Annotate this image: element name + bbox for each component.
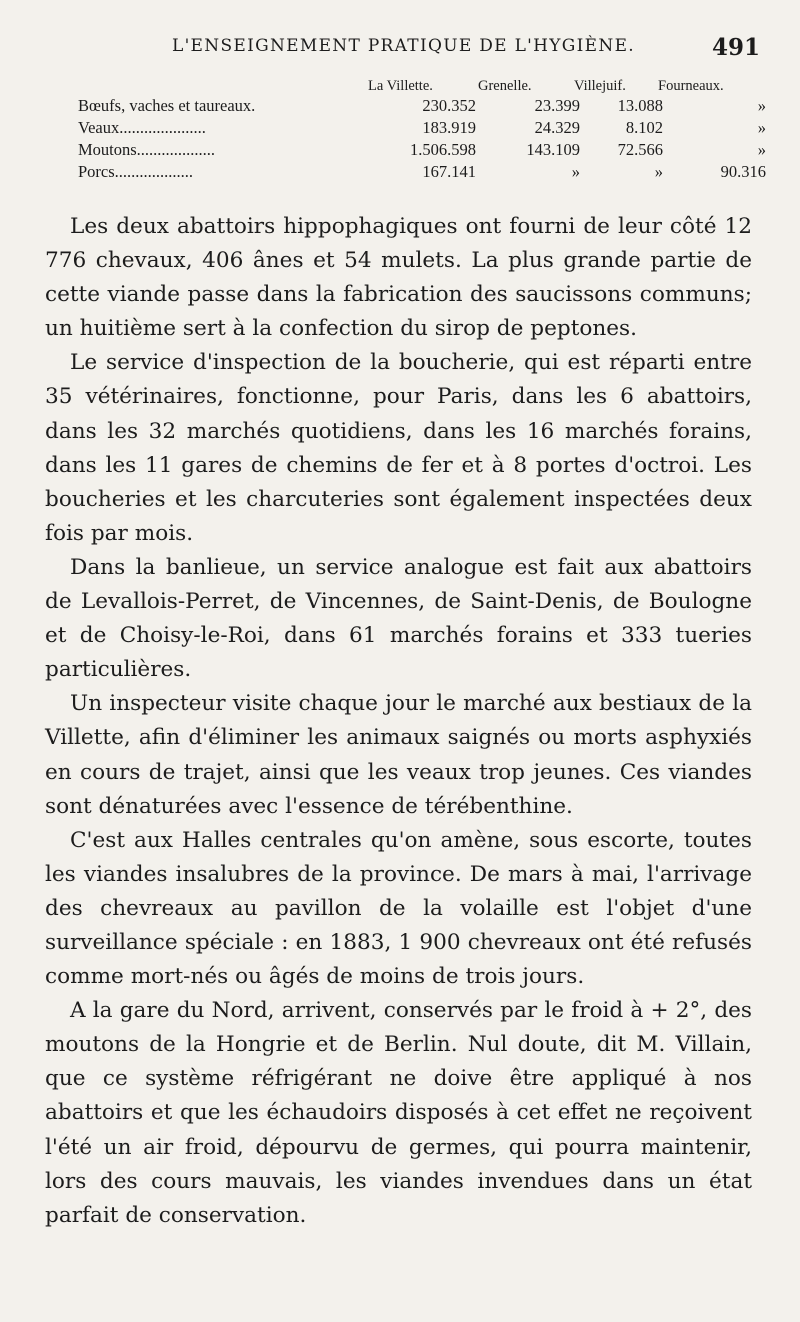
paragraph-banlieue-service: Dans la banlieue, un service analogue est fait aux abattoirs de Levallois-Perret, de Vincennes, de Saint-Denis, de Boulogne et de Choisy-le-Roi, dans 61 marchés forains et 333 tueries particulières. bbox=[45, 554, 752, 683]
table-cell: 167.141 bbox=[422, 162, 476, 181]
table-row bbox=[78, 96, 768, 118]
page-header bbox=[150, 34, 760, 64]
table-row bbox=[78, 162, 768, 184]
table-cell: » bbox=[757, 96, 766, 115]
table-cell: 8.102 bbox=[625, 118, 663, 137]
column-header-grenelle: Grenelle. bbox=[478, 78, 532, 94]
table-cell: » bbox=[757, 140, 766, 159]
body-text bbox=[45, 210, 752, 1233]
page-number: 491 bbox=[711, 34, 760, 61]
row-label: Bœufs, vaches et taureaux. bbox=[78, 96, 256, 115]
table-cell: 13.088 bbox=[617, 96, 663, 115]
table-cell: 183.919 bbox=[422, 118, 476, 137]
table-cell: » bbox=[571, 162, 580, 181]
column-header-villejuif: Villejuif. bbox=[574, 78, 626, 94]
table-cell: 24.329 bbox=[534, 118, 580, 137]
column-header-la-villette: La Villette. bbox=[368, 78, 433, 94]
table-row bbox=[78, 118, 768, 140]
row-label: Porcs................... bbox=[78, 162, 194, 181]
table-cell: » bbox=[757, 118, 766, 137]
table-header-row bbox=[78, 74, 768, 96]
running-title: L'ENSEIGNEMENT PRATIQUE DE L'HYGIÈNE. bbox=[172, 36, 635, 56]
slaughter-statistics-table bbox=[78, 74, 768, 184]
table-cell: 90.316 bbox=[720, 162, 766, 181]
table-cell: 230.352 bbox=[422, 96, 476, 115]
table-cell: » bbox=[654, 162, 663, 181]
table-cell: 1.506.598 bbox=[410, 140, 476, 159]
column-header-fourneaux: Fourneaux. bbox=[658, 78, 724, 94]
paragraph-gare-du-nord: A la gare du Nord, arrivent, conservés par le froid à + 2°, des moutons de la Hongrie et de Berlin. Nul doute, dit M. Villain, que ce système réfrigérant ne doive être appliqué à nos abattoirs et que les échaudoirs disposés à cet effet ne reçoivent l'été un air froid, dépourvu de germes, qui pourra maintenir, lors des cours mauvais, les viandes invendues dans un état parfait de conservation. bbox=[45, 998, 752, 1228]
table-row bbox=[78, 140, 768, 162]
table-cell: 23.399 bbox=[534, 96, 580, 115]
paragraph-hippophagic-abattoirs: Les deux abattoirs hippophagiques ont fourni de leur côté 12 776 chevaux, 406 ânes et 54 mulets. La plus grande partie de cette viande passe dans la fabrication des saucissons communs; un huitième sert à la confection du sirop de peptones. bbox=[45, 214, 752, 342]
table-cell: 72.566 bbox=[617, 140, 663, 159]
table-cell: 143.109 bbox=[526, 140, 580, 159]
paragraph-villette-inspector: Un inspecteur visite chaque jour le marché aux bestiaux de la Villette, afin d'éliminer les animaux saignés ou morts asphyxiés en cours de trajet, ainsi que les veaux trop jeunes. Ces viandes sont dénaturées avec l'essence de térébenthine. bbox=[45, 691, 752, 819]
row-label: Moutons................... bbox=[78, 140, 216, 159]
paragraph-inspection-service: Le service d'inspection de la boucherie, qui est réparti entre 35 vétérinaires, fonctionne, pour Paris, dans les 6 abattoirs, dans les 32 marchés quotidiens, dans les 16 marchés forains, dans les 11 gares de chemins de fer et à 8 portes d'octroi. Les boucheries et les charcuteries sont également inspectées deux fois par mois. bbox=[45, 350, 752, 546]
paragraph-halles-centrales: C'est aux Halles centrales qu'on amène, sous escorte, toutes les viandes insalubres de la province. De mars à mai, l'arrivage des chevreaux au pavillon de la volaille est l'objet d'une surveillance spéciale : en 1883, 1 900 chevreaux ont été refusés comme mort-nés ou âgés de moins de trois jours. bbox=[45, 827, 752, 990]
row-label: Veaux..................... bbox=[78, 118, 206, 137]
